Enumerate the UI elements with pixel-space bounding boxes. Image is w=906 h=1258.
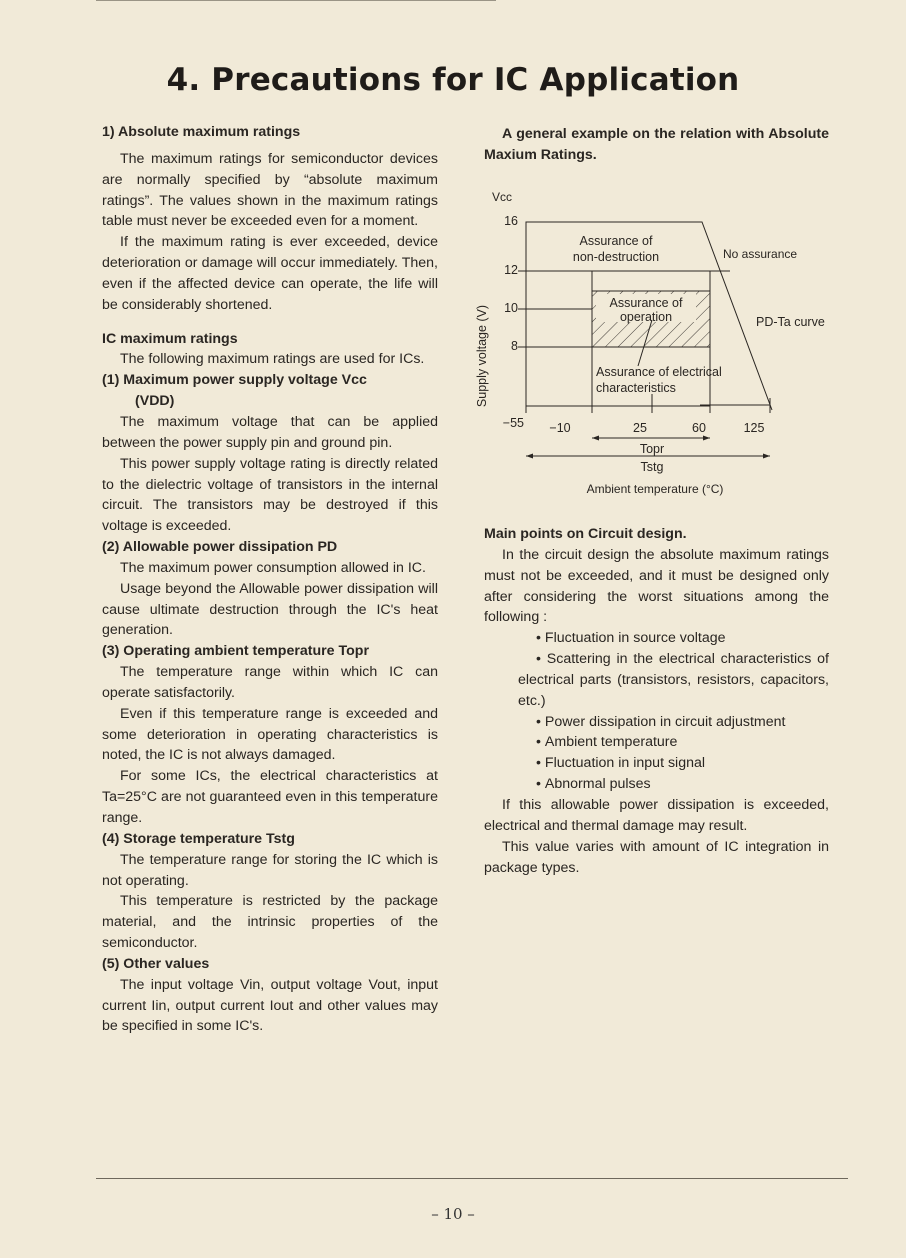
bottom-rule [96, 1178, 848, 1179]
x-tick-label: 25 [633, 421, 647, 435]
section-heading: 1) Absolute maximum ratings [102, 124, 301, 140]
y-tick-label: −55 [502, 416, 524, 430]
x-axis-label: Ambient temperature (°C) [586, 482, 724, 496]
paragraph: The temperature range for storing the IC which is not operating. [102, 851, 438, 889]
x-tick-label: 60 [692, 421, 706, 435]
paragraph: The temperature range within which IC can operate satisfactorily. [102, 664, 438, 701]
paragraph: If this allowable power dissipation is exceeded, electrical and thermal damage may result. [484, 796, 829, 834]
paragraph: The maximum power consumption allowed in IC. [120, 559, 426, 576]
list-item: • Scattering in the electrical characteristics of electrical parts (transistors, resistors, capacitors, etc.) [518, 651, 829, 709]
arrowhead [763, 454, 770, 459]
list-item: • Fluctuation in source voltage [536, 630, 726, 647]
ratings-diagram [400, 170, 825, 510]
region-label: non-destruction [572, 250, 660, 264]
y-tick-label: 10 [504, 301, 518, 315]
region-label: operation [619, 310, 673, 324]
arrowhead [526, 454, 533, 459]
y-title: Vcc [492, 190, 513, 204]
section-heading: IC maximum ratings [102, 330, 238, 347]
list-item: • Ambient temperature [536, 734, 678, 751]
topr-label: Topr [639, 442, 665, 456]
tstg-label: Tstg [640, 460, 664, 474]
arrowhead [703, 436, 710, 441]
paragraph: The input voltage Vin, output voltage Vout, input current Iin, output current Iout and other values may be specified in some IC's. [102, 976, 438, 1035]
subsection-heading-cont: (VDD) [135, 393, 175, 410]
region-label: Assurance of electrical [596, 365, 722, 379]
subsection-heading: (3) Operating ambient temperature Topr [102, 643, 369, 660]
x-tick-label: −10 [549, 421, 571, 435]
region-label: No assurance [723, 247, 798, 261]
region-label: Assurance of [609, 296, 683, 310]
paragraph: This power supply voltage rating is directly related to the dielectric voltage of transistors in the internal circuit. The transistors may be destroyed if this voltage is exceeded. [102, 455, 438, 535]
subsection-heading: (1) Maximum power supply voltage Vcc [102, 372, 367, 389]
subsection-heading: (4) Storage temperature Tstg [102, 830, 295, 847]
list-item: • Fluctuation in input signal [536, 755, 706, 772]
region-label: Assurance of [579, 234, 653, 248]
paragraph: This value varies with amount of IC integration in package types. [484, 838, 829, 876]
section-heading: Main points on Circuit design. [484, 526, 687, 542]
paragraph: The maximum voltage that can be applied between the power supply pin and ground pin. [102, 413, 438, 451]
y-tick-label: 8 [511, 339, 518, 353]
subsection-heading: (5) Other values [102, 955, 210, 972]
paragraph: This temperature is restricted by the package material, and the intrinsic properties of the semiconductor. [102, 893, 438, 952]
paragraph: The maximum ratings for semiconductor devices are normally specified by “absolute maximum ratings”. The values shown in the maximum ratings table must never be exceeded even for a moment. [102, 150, 438, 230]
left-column [102, 119, 438, 1037]
list-item: • Power dissipation in circuit adjustment [536, 713, 786, 730]
page-title: 4. Precautions for IC Application [166, 62, 740, 98]
page-number: – 10 – [431, 1205, 475, 1223]
y-axis-label: Supply voltage (V) [475, 304, 489, 408]
paragraph: In the circuit design the absolute maximum ratings must not be exceeded, and it must be designed only after considering the worst situations among the following : [484, 546, 829, 626]
paragraph: The following maximum ratings are used for ICs. [120, 351, 425, 368]
arrowhead [592, 436, 599, 441]
top-rule [96, 0, 496, 1]
region-label: characteristics [596, 381, 676, 395]
paragraph: Usage beyond the Allowable power dissipation will cause ultimate destruction through the IC's heat generation. [102, 580, 438, 639]
subsection-heading: (2) Allowable power dissipation PD [102, 539, 338, 556]
region-label: PD-Ta curve [756, 315, 825, 329]
list-item: • Abnormal pulses [536, 776, 651, 793]
y-tick-label: 16 [504, 214, 518, 228]
paragraph: For some ICs, the electrical characteristics at Ta=25°C are not guaranteed even in this temperature range. [102, 768, 438, 826]
paragraph: If the maximum rating is ever exceeded, device deterioration or damage will occur immediately. Then, even if the affected device can operate, the life will be considerably shortened. [102, 234, 438, 313]
chart-heading: A general example on the relation with Absolute Maxium Ratings. [484, 126, 829, 163]
x-tick-label: 125 [743, 421, 765, 435]
paragraph: Even if this temperature range is exceeded and some deterioration in operating characteristics is noted, the IC is not always damaged. [102, 705, 438, 764]
y-tick-label: 12 [504, 263, 518, 277]
right-column [475, 124, 829, 878]
